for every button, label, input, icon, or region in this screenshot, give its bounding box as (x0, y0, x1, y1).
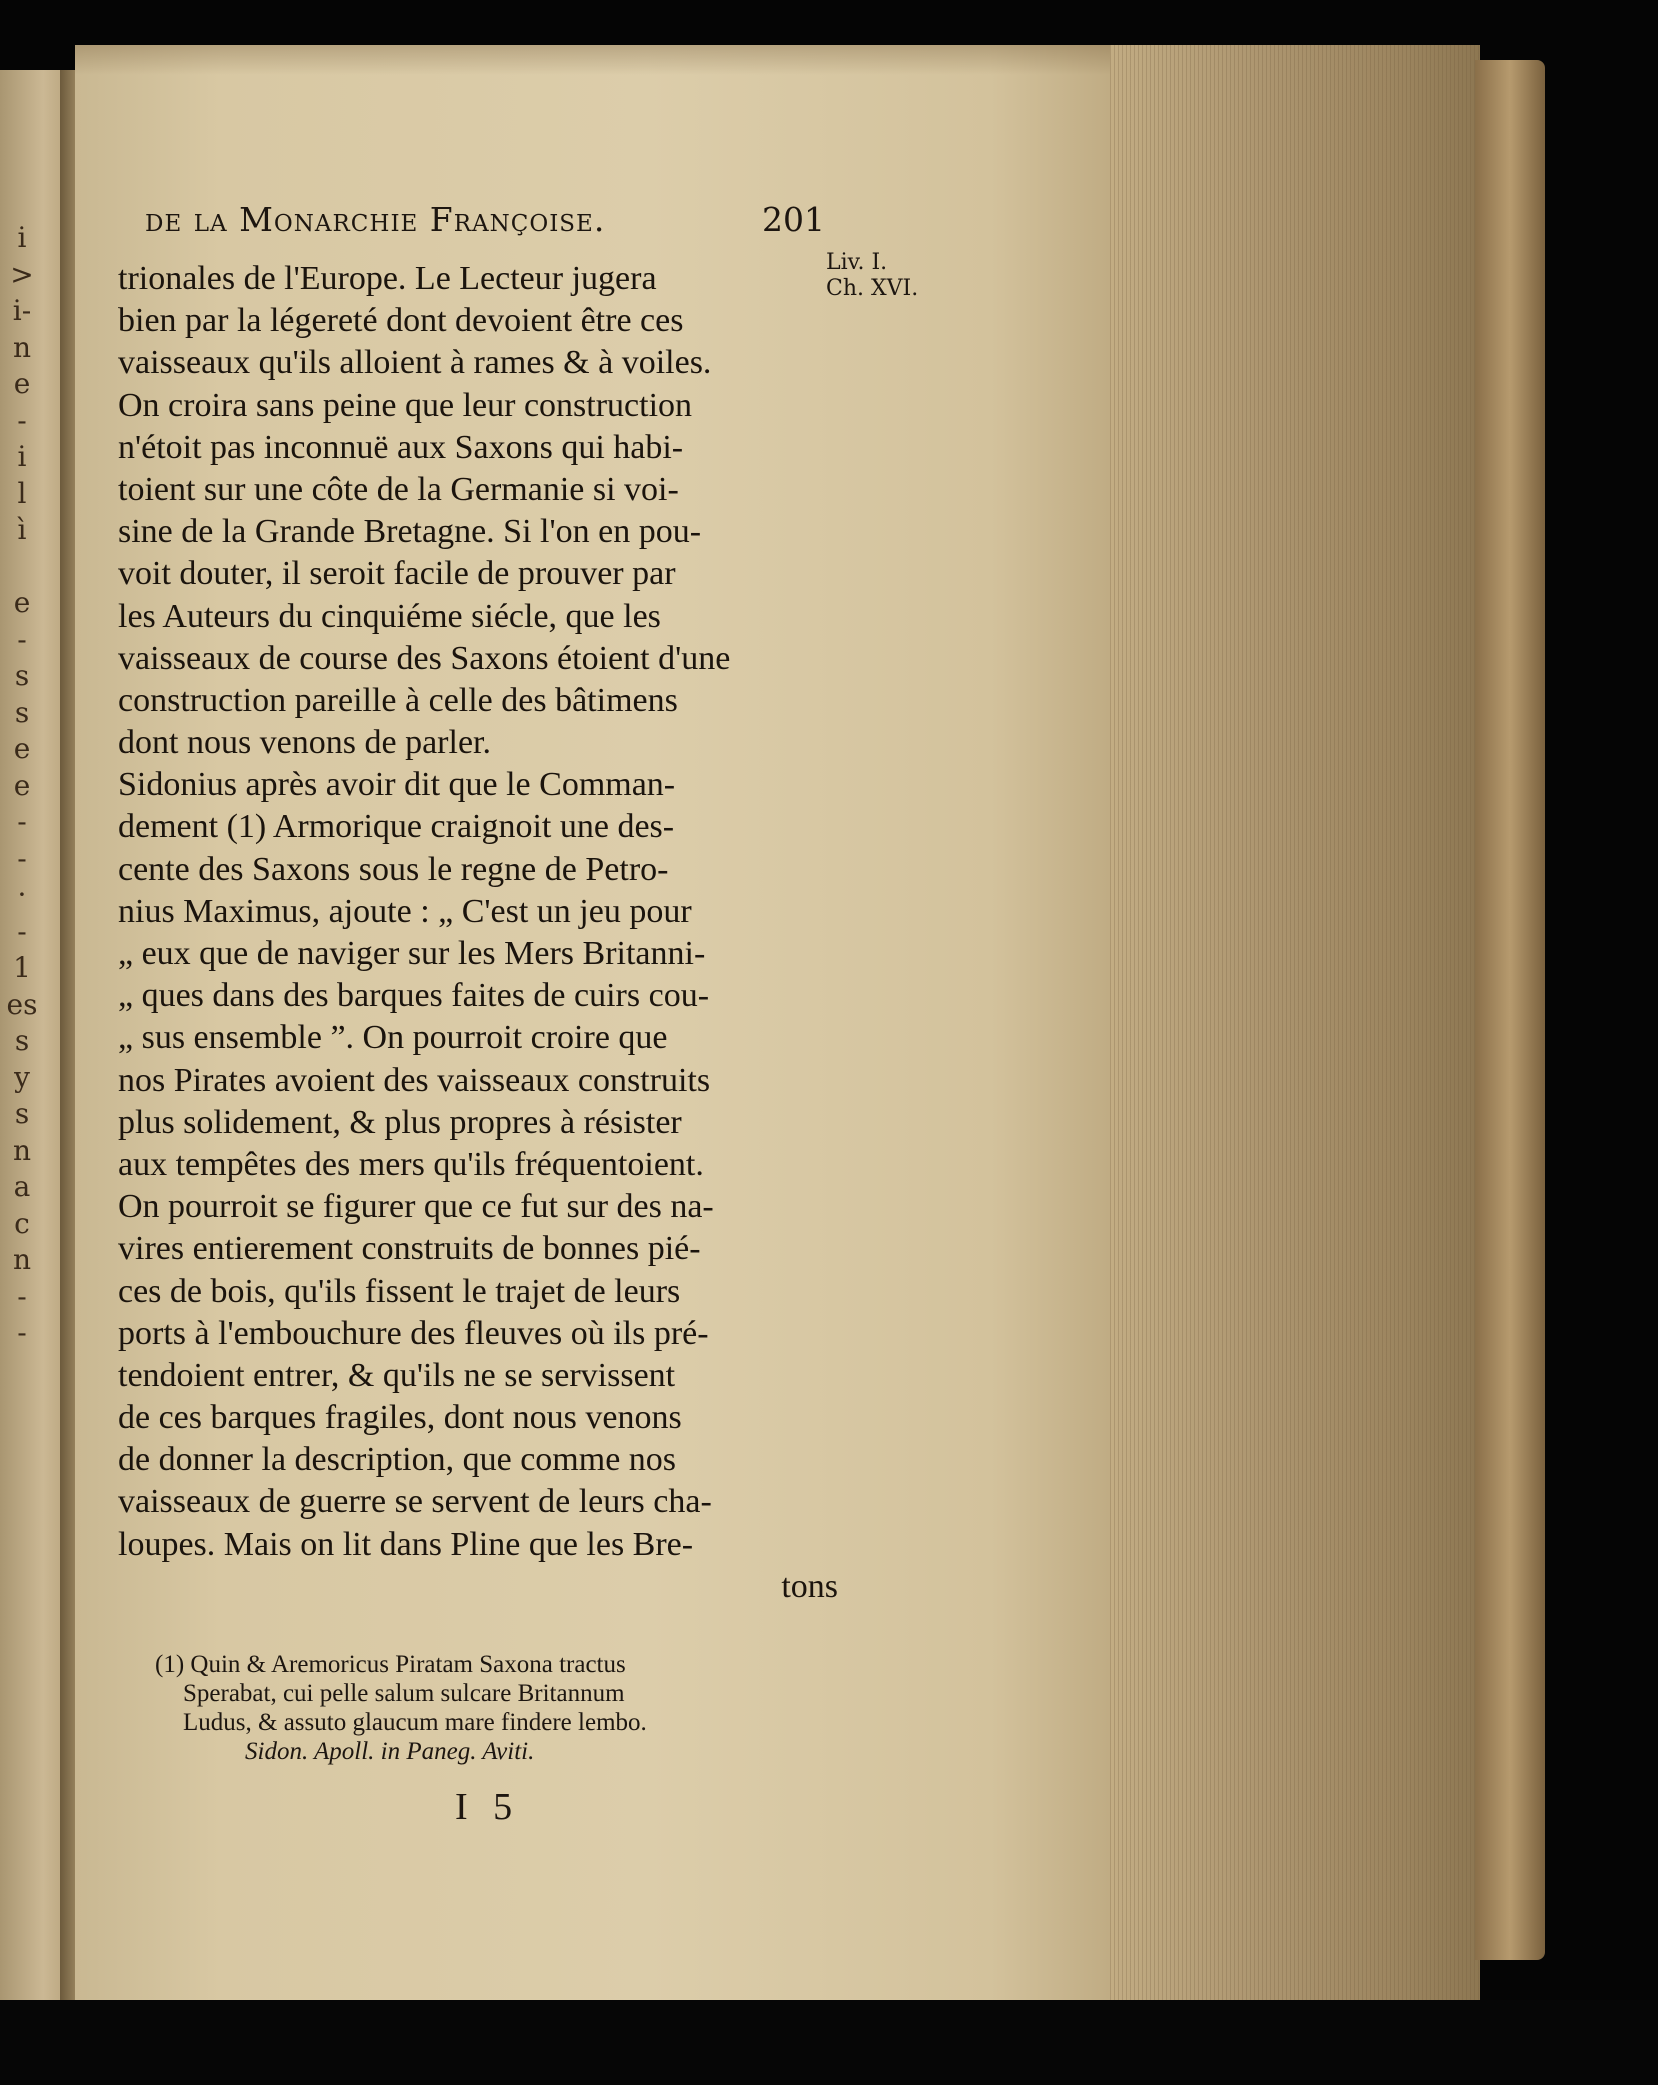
text-line: construction pareille à celle des bâtimens (118, 681, 678, 719)
previous-page-fragment: s (14, 1097, 30, 1130)
text-line: ports à l'embouchure des fleuves où ils pré- (118, 1314, 709, 1352)
previous-page-fragment: e (13, 768, 31, 802)
text-line: de ces barques fragiles, dont nous venons (118, 1399, 682, 1437)
catchword: tons (781, 1567, 838, 1605)
previous-page-fragment: e (13, 732, 31, 765)
previous-page-fragment: 1 (13, 951, 31, 984)
text-line: cente des Saxons sous le regne de Petro- (118, 850, 669, 888)
text-line: trionales de l'Europe. Le Lecteur jugera (118, 260, 657, 297)
text-line: n'étoit pas inconnuë aux Saxons qui habi- (118, 428, 684, 466)
previous-page-fragment: y (14, 1060, 30, 1094)
previous-page-fragment: c (14, 1206, 30, 1240)
previous-page-fragment: es (6, 987, 38, 1021)
running-title: de la Monarchie Françoise. (145, 200, 606, 239)
text-line: aux tempêtes des mers qu'ils fréquentoient. (118, 1145, 704, 1183)
text-line: On croira sans peine que leur construction (118, 386, 693, 424)
book-cover-edge (1475, 60, 1545, 1960)
text-line: les Auteurs du cinquiéme siécle, que les (118, 597, 661, 635)
margin-note-chapter: Ch. XVI. (826, 276, 919, 301)
signature-mark: I 5 (455, 1786, 521, 1828)
text-line: plus solidement, & plus propres à résister (118, 1103, 682, 1141)
footnote-line: (1) Quin & Aremoricus Piratam Saxona tractus (155, 1651, 626, 1678)
previous-page-fragment: - (17, 841, 27, 875)
previous-page-fragment: e (13, 367, 31, 400)
text-line: loupes. Mais on lit dans Pline que les Bre- (118, 1525, 694, 1563)
footnote-line: Ludus, & assuto glaucum mare findere lembo. (183, 1709, 647, 1736)
text-line: „ eux que de naviger sur les Mers Britanni- (118, 935, 706, 972)
previous-page-fragment: s (14, 659, 30, 692)
previous-page-fragment: s (14, 1024, 30, 1057)
text-line: dement (1) Armorique craignoit une des- (118, 808, 675, 846)
text-line: de donner la description, que comme nos (118, 1441, 677, 1479)
previous-page-fragment: e (13, 586, 31, 619)
previous-page-fragment: > (10, 257, 34, 291)
text-line: nos Pirates avoient des vaisseaux construits (118, 1061, 711, 1099)
previous-page-fragment: i- (12, 294, 32, 327)
text-line: toient sur une côte de la Germanie si voi- (118, 470, 679, 508)
previous-page-fragment (4, 549, 40, 586)
footnote-citation: Sidon. Apoll. in Paneg. Aviti. (245, 1738, 535, 1765)
page-block-edge (1110, 45, 1480, 2000)
text-line: tendoient entrer, & qu'ils ne se servissent (118, 1356, 676, 1394)
text-line: vaisseaux de guerre se servent de leurs cha- (118, 1483, 712, 1521)
previous-page-fragment: - (17, 914, 27, 948)
text-line: sine de la Grande Bretagne. Si l'on en pou- (118, 513, 702, 551)
margin-note (826, 250, 976, 302)
previous-page-fragment: - (17, 805, 27, 838)
text-line: vires entierement construits de bonnes pié- (118, 1230, 701, 1268)
previous-page-fragment: n (12, 330, 32, 364)
previous-page-fragment: - (17, 1279, 27, 1313)
previous-page-fragment: ì (17, 513, 27, 546)
previous-page-fragment: n (12, 1243, 32, 1276)
text-line: dont nous venons de parler. (118, 724, 491, 762)
footnote (155, 1650, 815, 1766)
previous-page-fragment: l (17, 476, 27, 510)
footnote-line: Sperabat, cui pelle salum sulcare Britannum (183, 1680, 625, 1707)
text-line: On pourroit se figurer que ce fut sur des na- (118, 1188, 714, 1226)
previous-page-fragment: i (17, 221, 27, 254)
previous-page-fragment: a (13, 1170, 31, 1203)
previous-page-fragment: - (17, 403, 27, 437)
text-line: nius Maximus, ajoute : „ C'est un jeu pour (118, 892, 692, 930)
text-line: vaisseaux qu'ils alloient à rames & à voiles. (118, 344, 712, 382)
previous-page-fragment: s (14, 695, 30, 729)
text-line: ces de bois, qu'ils fissent le trajet de leurs (118, 1272, 681, 1310)
previous-page-fragment: · (17, 878, 27, 911)
margin-note-book: Liv. I. (826, 250, 888, 275)
text-line: Sidonius après avoir dit que le Comman- (118, 766, 676, 804)
text-line: bien par la légereté dont devoient être ces (118, 302, 684, 340)
page-number: 201 (762, 200, 825, 239)
previous-page-fragment: n (12, 1133, 32, 1167)
text-line: „ sus ensemble ”. On pourroit croire que (118, 1019, 668, 1057)
body-text (118, 258, 838, 1608)
text-line: vaisseaux de course des Saxons étoient d'une (118, 639, 731, 677)
previous-page-fragments (4, 220, 40, 1352)
running-header (145, 200, 825, 250)
previous-page-fragment: - (17, 1316, 27, 1349)
text-line: voit douter, il seroit facile de prouver par (118, 555, 676, 593)
previous-page-fragment: - (17, 622, 27, 656)
text-line: „ ques dans des barques faites de cuirs cou- (118, 977, 710, 1015)
previous-page-fragment: i (17, 440, 27, 473)
